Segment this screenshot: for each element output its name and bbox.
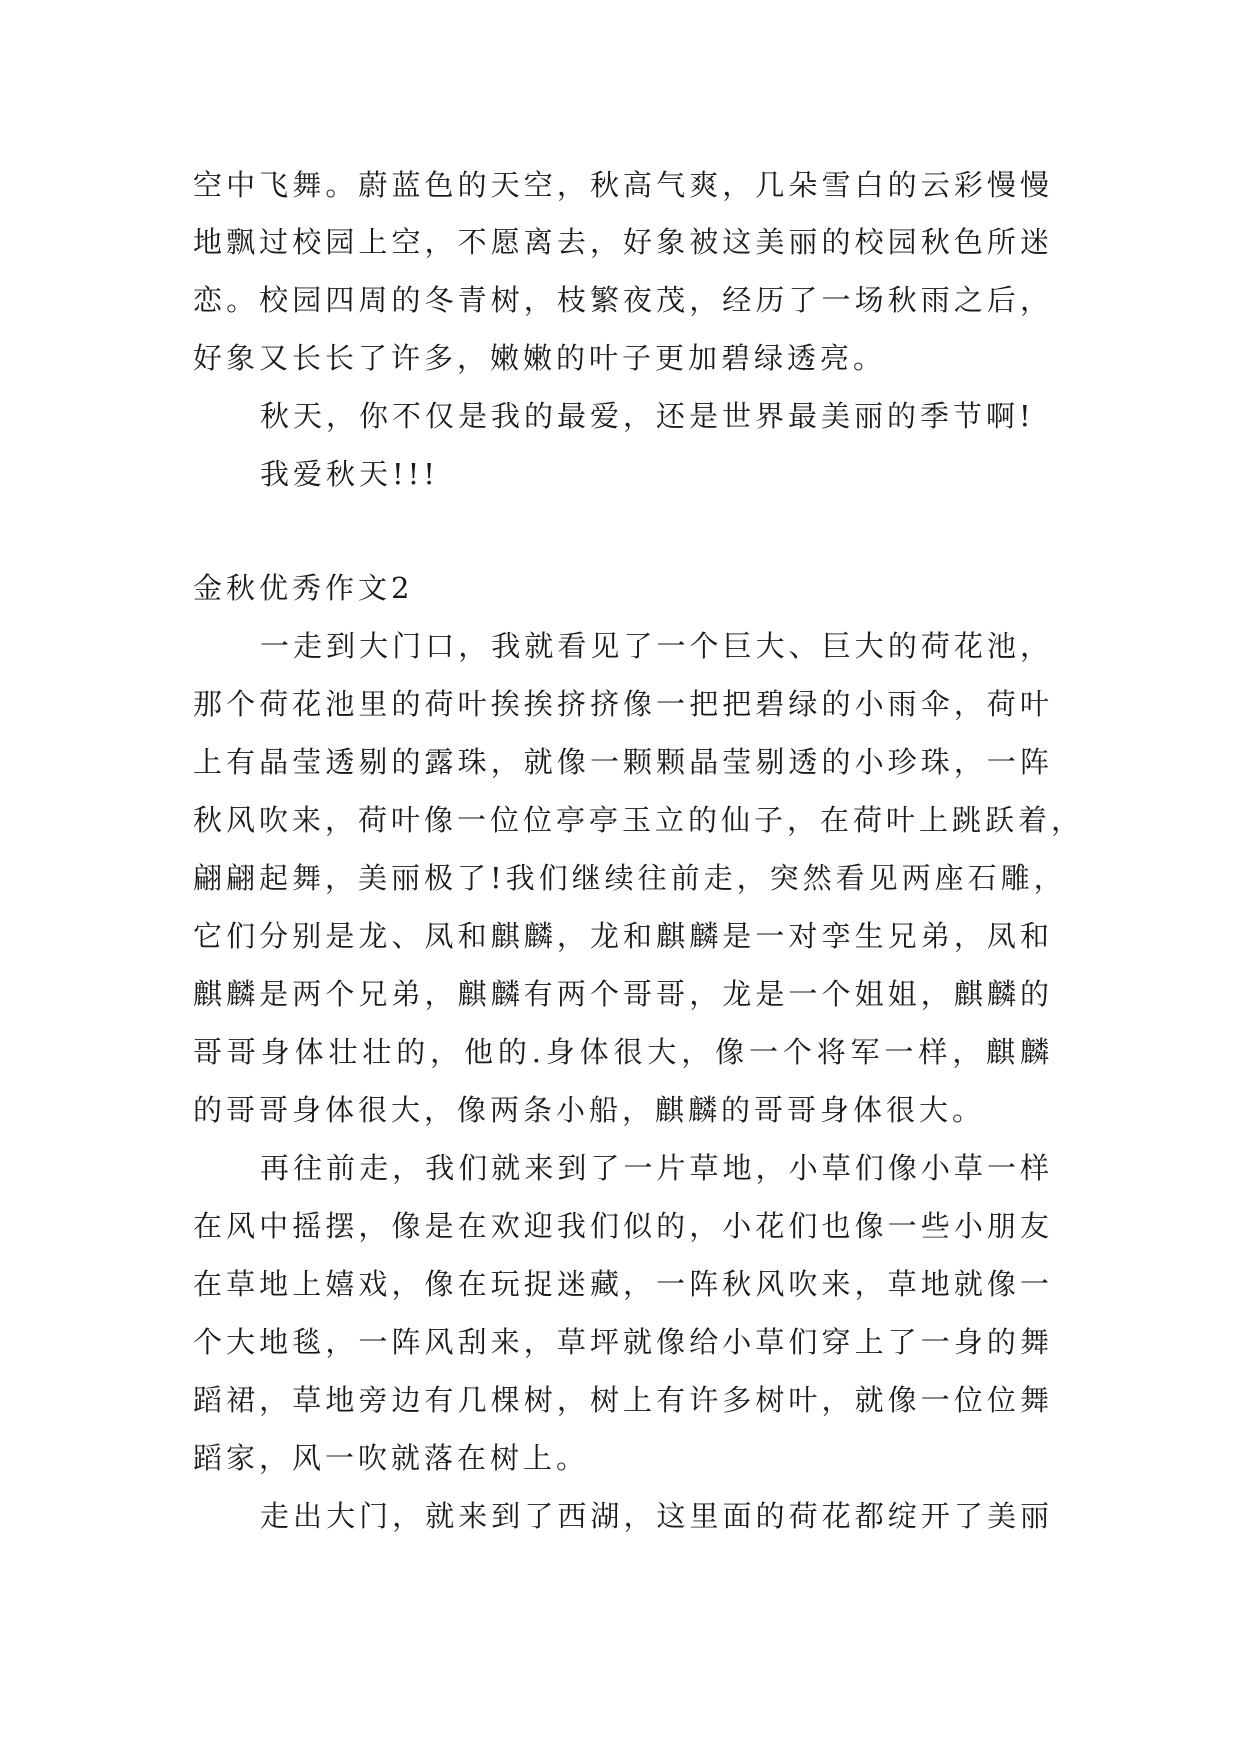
text-line: 麒麟是两个兄弟，麒麟有两个哥哥，龙是一个姐姐，麒麟的 [193,977,1053,1011]
text-line: 的哥哥身体很大，像两条小船，麒麟的哥哥身体很大。 [193,1093,986,1127]
text-line: 上有晶莹透剔的露珠，就像一颗颗晶莹剔透的小珍珠，一阵 [193,745,1053,779]
essay-title: 金秋优秀作文2 [193,571,414,605]
text-line: 蹈裙，草地旁边有几棵树，树上有许多树叶，就像一位位舞 [193,1383,1053,1417]
text-line: 在风中摇摆，像是在欢迎我们似的，小花们也像一些小朋友 [193,1209,1053,1243]
text-line: 空中飞舞。蔚蓝色的天空，秋高气爽，几朵雪白的云彩慢慢 [193,168,1053,202]
text-line: 个大地毯，一阵风刮来，草坪就像给小草们穿上了一身的舞 [193,1325,1053,1359]
text-line: 好象又长长了许多，嫩嫩的叶子更加碧绿透亮。 [193,341,887,375]
text-line: 秋风吹来，荷叶像一位位亭亭玉立的仙子，在荷叶上跳跃着， [193,803,1085,837]
text-line: 再往前走，我们就来到了一片草地，小草们像小草一样 [260,1151,1053,1185]
text-line: 那个荷花池里的荷叶挨挨挤挤像一把把碧绿的小雨伞，荷叶 [193,687,1053,721]
text-line: 一走到大门口，我就看见了一个巨大、巨大的荷花池， [260,629,1053,663]
text-line: 在草地上嬉戏，像在玩捉迷藏，一阵秋风吹来，草地就像一 [193,1267,1053,1301]
text-line: 地飘过校园上空，不愿离去，好象被这美丽的校园秋色所迷 [193,225,1053,259]
text-line: 恋。校园四周的冬青树，枝繁夜茂，经历了一场秋雨之后， [193,283,1053,317]
closing-line: 秋天，你不仅是我的最爱，还是世界最美丽的季节啊! [260,399,1035,433]
text-line: 蹈家，风一吹就落在树上。 [193,1441,590,1475]
closing-line: 我爱秋天!!! [260,457,439,491]
text-line: 它们分别是龙、凤和麒麟，龙和麒麟是一对孪生兄弟，凤和 [193,919,1053,953]
text-line: 走出大门，就来到了西湖，这里面的荷花都绽开了美丽 [260,1499,1053,1533]
text-line: 翩翩起舞，美丽极了!我们继续往前走，突然看见两座石雕， [193,861,1067,895]
text-line: 哥哥身体壮壮的，他的.身体很大，像一个将军一样，麒麟 [193,1035,1053,1069]
